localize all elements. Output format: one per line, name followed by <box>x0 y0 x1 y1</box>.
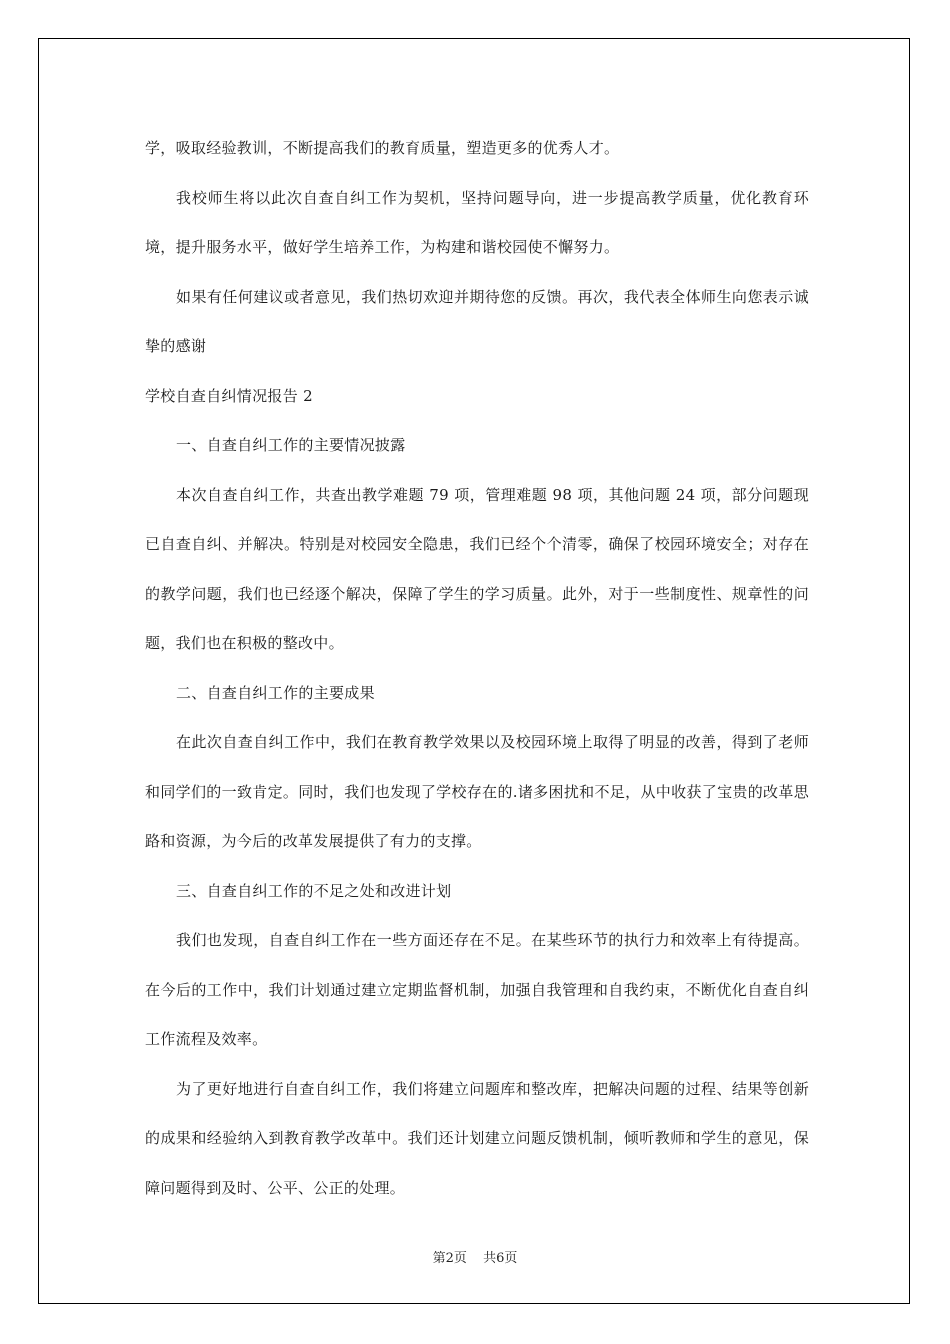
page-number: 第2页 <box>432 1251 467 1266</box>
paragraph-7: 在此次自查自纠工作中，我们在教育教学效果以及校园环境上取得了明显的改善，得到了老师和同学们的一致肯定。同时，我们也发现了学校存在的.诸多困扰和不足，从中收获了宝贵的改革思路和资源，为今后的改革发展提供了有力的支撑。 <box>145 733 809 850</box>
paragraph-1: 学，吸取经验教训，不断提高我们的教育质量，塑造更多的优秀人才。 <box>145 139 620 157</box>
document-body <box>145 124 809 1213</box>
section-heading-2: 二、自查自纠工作的主要成果 <box>176 683 375 702</box>
paragraph-3: 如果有任何建议或者意见，我们热切欢迎并期待您的反馈。再次，我代表全体师生向您表示诚挚的感谢 <box>145 287 809 355</box>
paragraph-9: 我们也发现，自查自纠工作在一些方面还存在不足。在某些环节的执行力和效率上有待提高。在今后的工作中，我们计划通过建立定期监督机制，加强自我管理和自我约束，不断优化自查自纠工作流程及效率。 <box>145 931 809 1048</box>
report-title: 学校自查自纠情况报告 2 <box>145 386 313 405</box>
section-heading-1: 一、自查自纠工作的主要情况披露 <box>176 436 406 454</box>
paragraph-5: 本次自查自纠工作，共查出教学难题 79 项，管理难题 98 项，其他问题 24 项，部分问题现已自查自纠、并解决。特别是对校园安全隐患，我们已经个个清零，确保了校园环境安全；对存在的教学问题，我们也已经逐个解决，保障了学生的学习质量。此外，对于一些制度性、规章性的问题，我们也在积极的整改中。 <box>145 485 809 652</box>
paragraph-10: 为了更好地进行自查自纠工作，我们将建立问题库和整改库，把解决问题的过程、结果等创新的成果和经验纳入到教育教学改革中。我们还计划建立问题反馈机制，倾听教师和学生的意见，保障问题得到及时、公平、公正的处理。 <box>145 1079 809 1197</box>
section-heading-3: 三、自查自纠工作的不足之处和改进计划 <box>176 881 452 900</box>
page-total: 共6页 <box>483 1251 518 1266</box>
page-footer <box>0 1247 950 1266</box>
paragraph-2: 我校师生将以此次自查自纠工作为契机，坚持问题导向，进一步提高教学质量，优化教育环境，提升服务水平，做好学生培养工作，为构建和谐校园使不懈努力。 <box>145 188 809 256</box>
